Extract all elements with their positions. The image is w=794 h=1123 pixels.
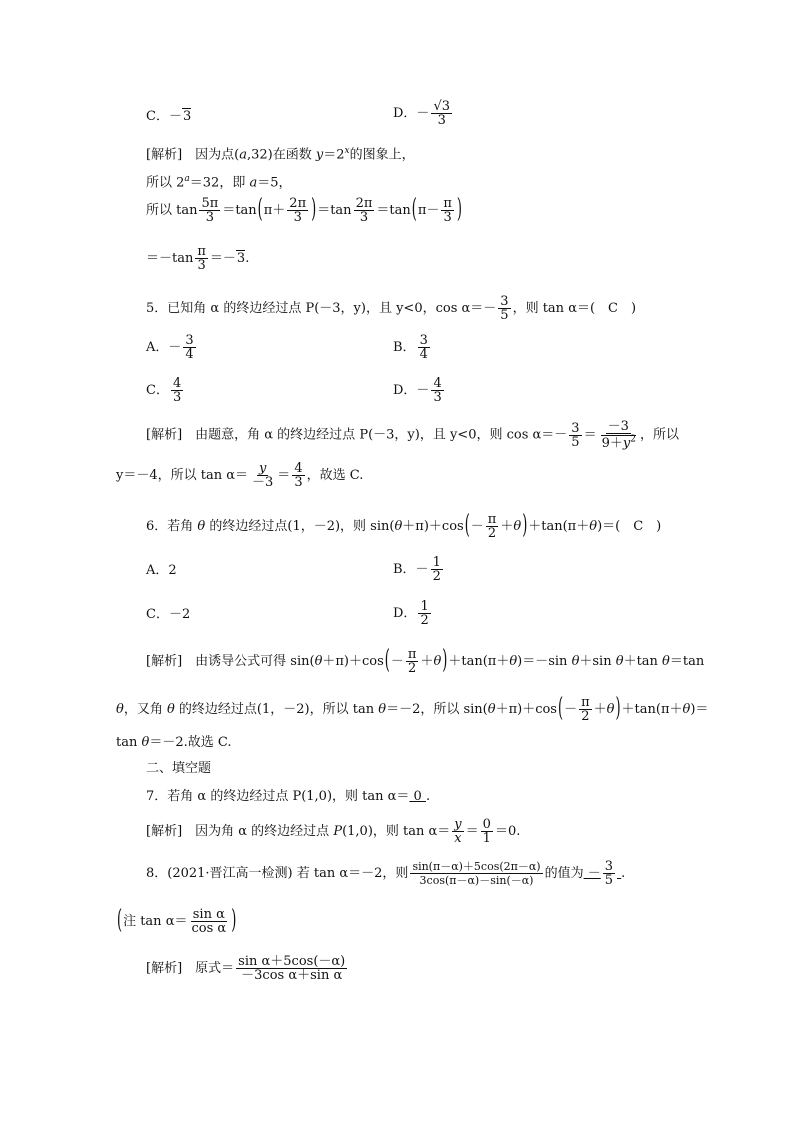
q5-stem-prefix: 5．已知角 α 的终边经过点 P(－3，y)，且 y<0，cos α＝－ [146,301,497,316]
q6-option-d: D． $\frac{1}{2}$ [393,599,429,628]
q7-stem-prefix: 7．若角 α 的终边经过点 P(1,0)，则 tan α＝ [146,789,410,804]
q6-option-c: C．－2 [146,607,191,622]
q8-analysis-denominator: －3cos α＋sin α [241,968,343,983]
q8-stem: 8．(2021·晋江高一检测) 若 tan α＝－2，则 $\frac{\sin(\pi-\alpha)+5\cos(2\pi-\alpha)}{3\cos(\pi-\alpha)-\sin(-\alpha)}$ 的值为 － $\frac{3}{5}$ . [146,859,626,888]
q4-option-d [393,100,454,127]
q8-note: (注 tan α＝ $\frac{\text{sin α}}{\text{cos α}}$ ) [117,905,237,936]
q4-option-d-fraction [431,100,452,127]
q6-option-b: B．－ $\frac{1}{2}$ [393,555,441,584]
q8-stem-numerator: sin(π－α)＋5cos(2π－α) [412,860,541,873]
q4-analysis-line3: 所以 tan $\frac{5\pi}{3}$ ＝tan(π＋ $\frac{2\pi}{3}$ )＝tan $\frac{2\pi}{3}$ ＝tan(π－ $\frac{\pi}{3}$ ) [146,194,462,225]
q5-analysis-line1-suffix: ，所以 [639,427,679,443]
q5-stem-numerator: 3 [500,294,509,309]
section-title: 二、填空题 [146,761,212,776]
q4-option-d-numerator: √3 [433,99,450,114]
q8-analysis-numerator: sin α＋5cos(－α) [238,954,346,969]
q5-stem [146,295,636,322]
q6-analysis-line3: tan θ＝－2.故选 C. [116,735,232,750]
q5-stem-denominator: 5 [500,308,509,323]
q8-analysis [146,955,349,982]
q6-option-a: A．2 [146,563,177,578]
q4-analysis-line2: 所以 $2^a=32$，即 a＝5， [146,174,292,191]
q5-option-d: D．－ $\frac{4}{3}$ [393,376,442,405]
q8-stem-denominator: 3cos(π－α)－sin(－α) [419,874,534,887]
q7-stem-suffix: . [425,789,431,804]
q7-answer [409,789,426,804]
q5-analysis-line1: [解析] 由题意，角 α 的终边经过点 P(－3，y)，且 y<0，则 cos α＝－ $\frac{3}{5}$ ＝ $\frac{-3}{9+y^2}$ ，所以 [146,419,679,452]
q8-analysis-prefix: [解析] 原式＝ [146,961,235,976]
q7-stem [146,789,430,805]
q5-analysis-line1-prefix: [解析] 由题意，角 α 的终边经过点 P(－3，y)，且 y<0，则 cos α＝－ [146,427,568,443]
q5-analysis-line2: y＝－4，所以 tan α＝ $\frac{y}{-3}$ ＝ $\frac{4}{3}$ ，故选 C. [116,461,364,490]
q8-stem-prefix: 8．(2021·晋江高一检测) 若 tan α＝－2，则 [146,866,409,881]
q5-analysis-line2-suffix: ，故选 C. [306,468,364,483]
q6-analysis-line1: [解析] 由诱导公式可得 sin(θ＋π)＋cos(－ $\frac{\pi}{2}$ ＋θ)＋tan(π＋θ)＝－sin θ＋sin θ＋tan θ＝tan [146,645,705,676]
q5-option-a: A．－ $\frac{3}{4}$ [146,333,194,362]
q6-stem: 6．若角 θ 的终边经过点(1，－2)，则 sin(θ＋π)＋cos(－ $\frac{\pi}{2}$ ＋θ)＋tan(π＋θ)＝( C ) [146,510,662,541]
q4-option-c: C．－3 [146,109,192,124]
q4-option-d-label: D．－ [393,106,430,121]
q8-answer: － $\frac{3}{5}$ [583,859,614,888]
q4-analysis-line4: ＝－tan $\frac{\pi}{3}$ ＝－3. [146,244,250,273]
q6-analysis-line2: θ，又角 θ 的终边经过点(1，－2)，所以 tan θ＝－2，所以 sin(θ＋π)＋cos(－ $\frac{\pi}{2}$ ＋θ)＋tan(π＋θ)＝ [116,693,709,724]
q5-analysis-line2-prefix: y＝－4，所以 tan α＝ [116,468,249,483]
q5-stem-suffix: ，则 tan α＝( C ) [512,301,637,316]
q4-analysis-line1: [解析] 因为点(a,32)在函数 $y=2^x$的图象上， [146,146,415,163]
q5-option-c: C． $\frac{4}{3}$ [146,376,182,405]
q7-answer-value: 0 [413,789,422,804]
q5-option-b: B． $\frac{3}{4}$ [393,333,428,362]
q8-stem-mid: 的值为 [544,866,584,881]
q7-analysis: [解析] 因为角 α 的终边经过点 P(1,0)，则 tan α＝ $\frac{y}{x}$ ＝ $\frac{0}{1}$ ＝0. [146,817,521,846]
q4-option-d-denominator: 3 [437,113,446,128]
